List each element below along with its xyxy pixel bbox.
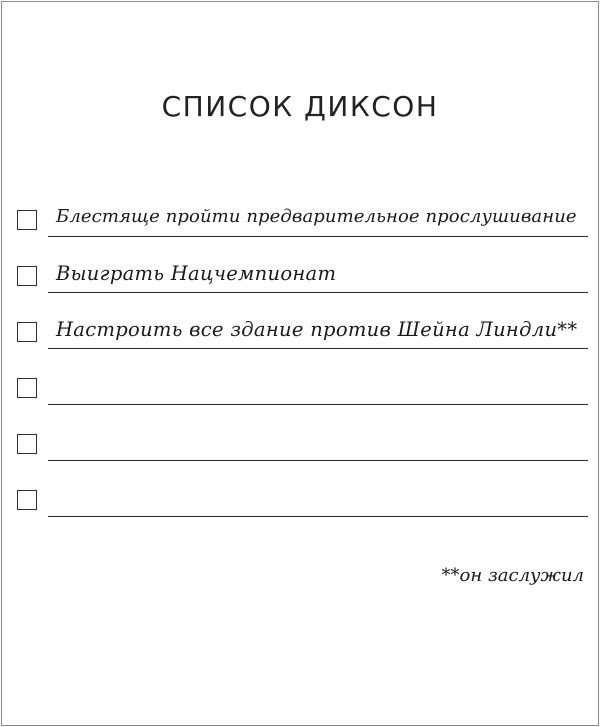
entry-underline xyxy=(48,460,588,461)
footnote: **он заслужил xyxy=(441,565,584,586)
entry-underline xyxy=(48,236,588,237)
list-item xyxy=(17,490,588,520)
list-item xyxy=(17,262,588,296)
checklist-card xyxy=(1,1,599,726)
list-item xyxy=(17,206,588,240)
entry-underline xyxy=(48,516,588,517)
checkbox[interactable] xyxy=(17,266,37,286)
entry-underline xyxy=(48,348,588,349)
list-item xyxy=(17,434,588,464)
list-item-text[interactable]: Настроить все здание против Шейна Линдли** xyxy=(56,318,578,341)
list-item-text[interactable]: Блестяще пройти предварительное прослушивание xyxy=(56,206,577,227)
entry-underline xyxy=(48,292,588,293)
checkbox[interactable] xyxy=(17,322,37,342)
entry-underline xyxy=(48,404,588,405)
list-item-text[interactable]: Выиграть Нацчемпионат xyxy=(56,262,337,285)
page-title: СПИСОК ДИКСОН xyxy=(161,90,439,123)
checkbox[interactable] xyxy=(17,490,37,510)
checkbox[interactable] xyxy=(17,378,37,398)
list-item xyxy=(17,378,588,408)
checkbox[interactable] xyxy=(17,434,37,454)
checkbox[interactable] xyxy=(17,210,37,230)
list-item xyxy=(17,318,588,352)
